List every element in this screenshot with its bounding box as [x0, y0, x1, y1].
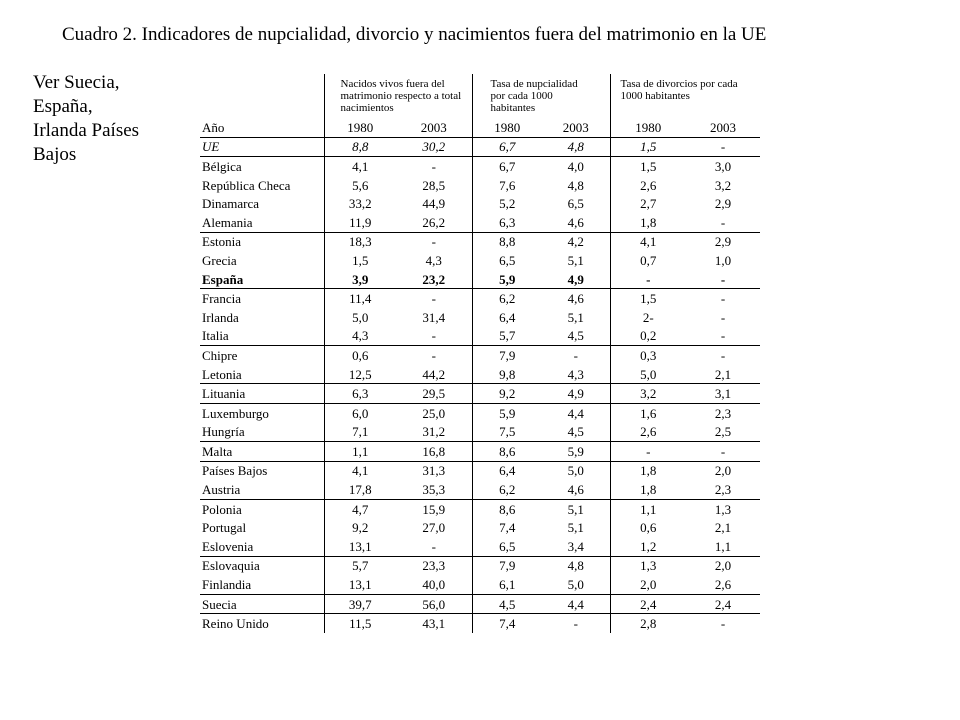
year-cell: 1980: [472, 118, 542, 137]
country-name: Finlandia: [200, 575, 324, 594]
country-name: Letonia: [200, 365, 324, 384]
side-note-line: España,: [33, 96, 93, 117]
year-cell: 2003: [396, 118, 472, 137]
value-cell: -: [431, 347, 436, 363]
value-cell: -: [431, 291, 436, 307]
value-cell: 3,9: [324, 270, 396, 289]
country-name: Bélgica: [202, 158, 242, 174]
value-cell: 5,6: [324, 176, 396, 195]
value-cell: 1,1: [686, 537, 760, 556]
country-name: Malta: [200, 442, 324, 462]
country-name: Luxemburgo: [202, 405, 269, 421]
value-cell: 6,3: [324, 384, 396, 404]
country-name: Hungría: [200, 423, 324, 442]
value-cell: 11,5: [324, 614, 396, 633]
value-cell: 5,1: [567, 252, 584, 268]
table-row: [200, 614, 760, 633]
value-cell: 4,9: [542, 384, 610, 404]
value-cell: 13,1: [324, 575, 396, 594]
table-body: [200, 137, 760, 633]
value-cell: -: [396, 327, 472, 346]
value-cell: 4,4: [567, 405, 584, 421]
value-cell: 4,3: [324, 327, 396, 346]
value-cell: 9,2: [324, 518, 396, 537]
value-cell: 2,6: [610, 423, 686, 442]
value-cell: 0,2: [610, 327, 686, 346]
year-cell: 2003: [542, 118, 610, 137]
value-cell: 11,9: [324, 213, 396, 232]
value-cell: -: [431, 234, 436, 250]
value-cell: -: [720, 347, 726, 363]
value-cell: 5,0: [610, 365, 686, 384]
value-cell: 25,0: [422, 405, 446, 421]
year-row: [200, 118, 760, 137]
value-cell: 2,0: [714, 463, 732, 479]
value-cell: -: [431, 158, 436, 174]
value-cell: 31,4: [422, 309, 446, 325]
value-cell: 26,2: [396, 213, 472, 232]
value-cell: 4,1: [610, 232, 686, 251]
country-name: Países Bajos: [202, 463, 268, 479]
value-cell: 2,4: [686, 594, 760, 614]
value-cell: 33,2: [324, 194, 396, 213]
country-name: Francia: [202, 291, 241, 307]
table-row: [200, 423, 760, 442]
value-cell: 11,4: [324, 289, 396, 308]
value-cell: 18,3: [324, 232, 396, 251]
value-cell: 6,5: [472, 251, 542, 270]
header-divorce-rate: Tasa de divorcios por cada 1000 habitantes: [610, 74, 760, 118]
value-cell: -: [686, 270, 760, 289]
table-row: [200, 384, 760, 404]
value-cell: 7,9: [472, 556, 542, 575]
value-cell: 28,5: [422, 177, 446, 193]
country-name: Austria: [200, 480, 324, 499]
value-cell: 2,3: [686, 480, 760, 499]
value-cell: 56,0: [396, 594, 472, 614]
year-cell: 1980: [324, 118, 396, 137]
value-cell: 4,6: [542, 480, 610, 499]
value-cell: -: [610, 442, 686, 462]
value-cell: 5,1: [567, 309, 584, 325]
value-cell: -: [720, 309, 726, 325]
value-cell: -: [686, 327, 760, 346]
group-header-row: [200, 74, 760, 118]
value-cell: -: [396, 537, 472, 556]
value-cell: 5,9: [542, 442, 610, 462]
value-cell: 4,8: [567, 558, 584, 574]
value-cell: 4,8: [542, 137, 610, 157]
value-cell: -: [610, 270, 686, 289]
country-name: Lituania: [200, 384, 324, 404]
value-cell: 1,5: [610, 137, 686, 157]
value-cell: 0,7: [610, 251, 686, 270]
country-name: España: [200, 270, 324, 289]
country-name: Grecia: [202, 252, 237, 268]
value-cell: 7,5: [472, 423, 542, 442]
value-cell: 4,5: [542, 423, 610, 442]
table-row: [200, 270, 760, 289]
year-label: Año: [200, 118, 324, 137]
value-cell: 5,9: [472, 270, 542, 289]
page-title: Cuadro 2. Indicadores de nupcialidad, divorcio y nacimientos fuera del matrimonio en la UE: [62, 24, 767, 45]
value-cell: 0,3: [610, 346, 686, 365]
value-cell: -: [573, 616, 578, 632]
value-cell: 30,2: [396, 137, 472, 157]
value-cell: 1,8: [610, 461, 686, 480]
table-row: [200, 251, 760, 270]
value-cell: 9,8: [472, 365, 542, 384]
value-cell: 3,2: [610, 384, 686, 404]
value-cell: 4,7: [324, 499, 396, 518]
value-cell: 29,5: [396, 384, 472, 404]
value-cell: 2,5: [686, 423, 760, 442]
country-name: Reino Unido: [202, 616, 269, 632]
value-cell: 1,6: [610, 403, 686, 422]
value-cell: 5,0: [542, 575, 610, 594]
table-row: [200, 556, 760, 575]
value-cell: 5,7: [324, 556, 396, 575]
value-cell: 2,6: [610, 176, 686, 195]
table-row: [200, 346, 760, 365]
value-cell: 0,6: [610, 518, 686, 537]
table-row: [200, 327, 760, 346]
value-cell: 16,8: [396, 442, 472, 462]
value-cell: 6,7: [472, 157, 542, 176]
value-cell: 3,4: [542, 537, 610, 556]
value-cell: 6,4: [472, 308, 542, 327]
value-cell: -: [573, 347, 578, 363]
value-cell: 2,1: [714, 520, 732, 536]
value-cell: 43,1: [422, 616, 446, 632]
value-cell: 2,1: [686, 365, 760, 384]
value-cell: 8,8: [324, 137, 396, 157]
value-cell: 1,1: [324, 442, 396, 462]
value-cell: 1,2: [610, 537, 686, 556]
header-marriage-rate: Tasa de nupcialidad por cada 1000 habitantes: [472, 74, 610, 118]
value-cell: 0,6: [324, 346, 396, 365]
table-row: [200, 232, 760, 251]
country-name: Italia: [200, 327, 324, 346]
value-cell: 2,6: [686, 575, 760, 594]
value-cell: 5,2: [472, 194, 542, 213]
value-cell: 6,3: [472, 213, 542, 232]
table-row: [200, 480, 760, 499]
value-cell: 1,1: [610, 499, 686, 518]
value-cell: 23,2: [396, 270, 472, 289]
table-row: [200, 194, 760, 213]
value-cell: 2,0: [610, 575, 686, 594]
table-row: [200, 365, 760, 384]
value-cell: 2,8: [610, 614, 686, 633]
table-row: [200, 289, 760, 308]
table-row: [200, 308, 760, 327]
value-cell: 8,8: [472, 232, 542, 251]
country-name: Eslovaquia: [202, 558, 260, 574]
value-cell: 39,7: [324, 594, 396, 614]
side-note: [33, 71, 183, 167]
table-row: [200, 403, 760, 422]
value-cell: 2,9: [714, 196, 732, 212]
value-cell: 6,5: [472, 537, 542, 556]
value-cell: 1,3: [714, 501, 732, 517]
value-cell: 17,8: [324, 480, 396, 499]
value-cell: 23,3: [422, 558, 446, 574]
value-cell: 1,3: [610, 556, 686, 575]
value-cell: 6,0: [324, 403, 396, 422]
value-cell: 8,6: [472, 499, 542, 518]
value-cell: 9,2: [472, 384, 542, 404]
value-cell: 2,9: [714, 234, 732, 250]
value-cell: 27,0: [422, 520, 446, 536]
value-cell: 1,8: [610, 480, 686, 499]
value-cell: 1,5: [324, 251, 396, 270]
table-row: [200, 213, 760, 232]
side-note-line: Irlanda Países: [33, 120, 140, 141]
value-cell: 4,0: [567, 158, 584, 174]
value-cell: 4,6: [542, 213, 610, 232]
value-cell: 5,0: [567, 463, 584, 479]
value-cell: 2,3: [714, 405, 732, 421]
value-cell: 1,5: [610, 289, 686, 308]
table-row: [200, 176, 760, 195]
table-row: [200, 537, 760, 556]
value-cell: 13,1: [324, 537, 396, 556]
table-row: [200, 575, 760, 594]
table-row: [200, 594, 760, 614]
value-cell: 6,5: [567, 196, 584, 212]
value-cell: 4,5: [472, 594, 542, 614]
value-cell: 7,6: [472, 176, 542, 195]
value-cell: 5,7: [472, 327, 542, 346]
header-births-outside-marriage: Nacidos vivos fuera del matrimonio respecto a total nacimientos: [324, 74, 472, 118]
table-row: [200, 499, 760, 518]
value-cell: 4,4: [542, 594, 610, 614]
value-cell: 4,3: [542, 365, 610, 384]
value-cell: -: [720, 616, 726, 632]
value-cell: 2,4: [610, 594, 686, 614]
value-cell: 2-: [610, 308, 686, 327]
value-cell: 4,2: [567, 234, 584, 250]
country-name: Alemania: [200, 213, 324, 232]
value-cell: 12,5: [324, 365, 396, 384]
value-cell: 44,2: [396, 365, 472, 384]
table-row: [200, 137, 760, 157]
country-name: UE: [200, 137, 324, 157]
value-cell: 4,1: [324, 157, 396, 176]
value-cell: 6,2: [472, 480, 542, 499]
value-cell: 7,9: [472, 346, 542, 365]
value-cell: 44,9: [422, 196, 446, 212]
indicators-table: [200, 74, 760, 633]
value-cell: 31,3: [422, 463, 446, 479]
value-cell: 5,1: [567, 501, 584, 517]
value-cell: 4,5: [542, 327, 610, 346]
value-cell: 3,0: [714, 158, 732, 174]
value-cell: 6,1: [472, 575, 542, 594]
value-cell: 40,0: [396, 575, 472, 594]
value-cell: 2,0: [714, 558, 732, 574]
value-cell: 5,1: [567, 520, 584, 536]
table-row: [200, 518, 760, 537]
table-row: [200, 157, 760, 176]
value-cell: 15,9: [422, 501, 446, 517]
value-cell: 4,3: [425, 252, 442, 268]
value-cell: 6,4: [472, 461, 542, 480]
value-cell: 31,2: [396, 423, 472, 442]
value-cell: -: [720, 291, 726, 307]
value-cell: 7,4: [472, 614, 542, 633]
value-cell: 3,1: [686, 384, 760, 404]
value-cell: 3,2: [714, 177, 732, 193]
country-name: Chipre: [202, 347, 238, 363]
side-note-line: Ver Suecia,: [33, 72, 120, 93]
value-cell: 4,1: [324, 461, 396, 480]
value-cell: 4,8: [567, 177, 584, 193]
value-cell: 5,9: [472, 403, 542, 422]
value-cell: 35,3: [396, 480, 472, 499]
value-cell: 2,7: [610, 194, 686, 213]
country-name: Portugal: [202, 520, 247, 536]
value-cell: 6,7: [472, 137, 542, 157]
value-cell: 1,0: [714, 252, 732, 268]
table-row: [200, 442, 760, 462]
country-name: Estonia: [202, 234, 241, 250]
country-name: Dinamarca: [202, 196, 260, 212]
value-cell: 1,8: [610, 213, 686, 232]
value-cell: -: [686, 442, 760, 462]
header-blank: [200, 74, 324, 118]
value-cell: -: [686, 213, 760, 232]
year-cell: 2003: [686, 118, 760, 137]
value-cell: 4,6: [567, 291, 584, 307]
value-cell: 4,9: [542, 270, 610, 289]
value-cell: 7,4: [472, 518, 542, 537]
table-row: [200, 461, 760, 480]
side-note-line: Bajos: [33, 144, 77, 165]
year-cell: 1980: [610, 118, 686, 137]
country-name: República Checa: [202, 177, 291, 193]
value-cell: -: [686, 137, 760, 157]
value-cell: 1,5: [610, 157, 686, 176]
country-name: Suecia: [200, 594, 324, 614]
value-cell: 8,6: [472, 442, 542, 462]
country-name: Irlanda: [202, 309, 239, 325]
value-cell: 7,1: [324, 423, 396, 442]
country-name: Polonia: [202, 501, 242, 517]
value-cell: 5,0: [324, 308, 396, 327]
value-cell: 6,2: [472, 289, 542, 308]
country-name: Eslovenia: [200, 537, 324, 556]
